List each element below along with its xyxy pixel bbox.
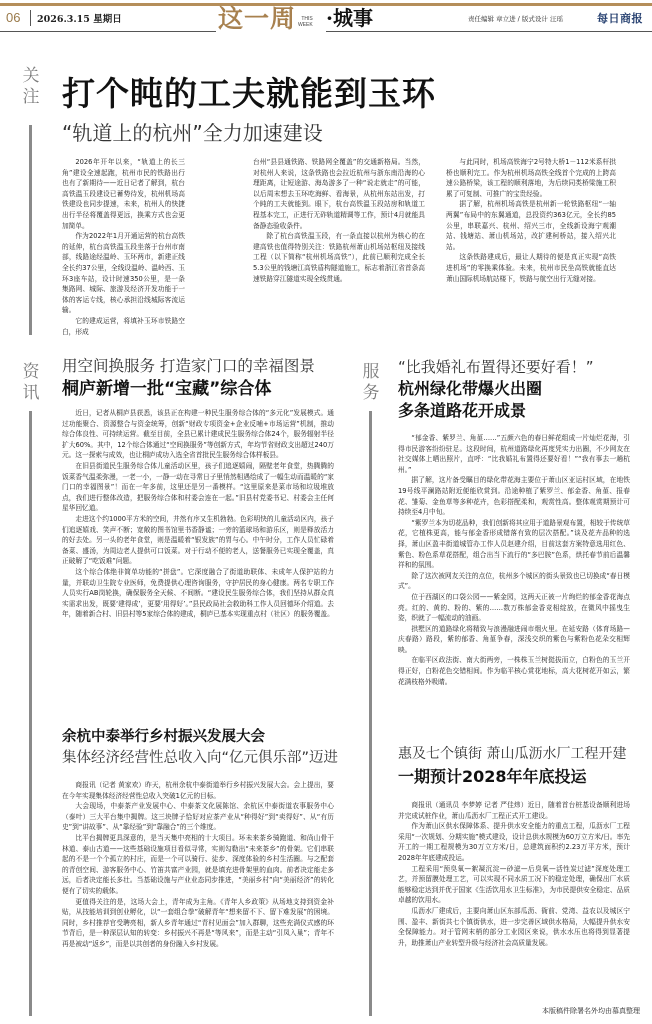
- focus-column-3: [446, 157, 616, 284]
- paragraph: 作为2022年1月开通运营的杭台高铁的延伸，杭台高铁温玉段坐落于台州市南部，线路途经温岭、玉环两市，新建正线全长约37公里，全线设温岭、温岭西、玉环3座车站，设计时速350公里，是一条集路网、城际、旅游及经济开发功能于一体的客运专线，核心承担沿线城际客流运输。: [62, 232, 185, 315]
- section-title-en-line2: WEEK: [298, 21, 313, 28]
- issue-date: 2026.3.15 星期日: [37, 14, 122, 25]
- paragraph: 除了这次被网友关注的点位，杭州多个城区的街头景致也已切换成“春日模式”。: [398, 571, 630, 591]
- paragraph: 商报讯（记者 黄家欢）昨天，杭州余杭中泰街道举行乡村振兴发展大会。会上提出，要在今年实现集体经济经营性总收入突破1亿元的目标。: [62, 781, 334, 800]
- paragraph: 走进这个约1000平方米的空间，井然有序又生机勃勃。色彩明快的儿童活动区内，孩子们追逐嬉戏、笑声不断；宽敞的图书馆里书香静谧；一旁的篮球场和游乐区，则是释放活力的好去处。另一头的老年食堂，则是温暖着“银发族”的胃与心。中午时分，工作人员忙碌着备菜、盛汤，为周边老人提供可口饭菜。对于行动不便的老人，送餐服务已实现全覆盖，真正破解了“吃饭难”问题。: [62, 514, 334, 566]
- paragraph: 据了解，杭州机场高铁是杭州新一轮铁路枢纽“一轴两翼”布局中的东翼通道，总投资约363亿元，全长约85公里，串联嘉兴、杭州、绍兴三市，全线新设海宁观潮站、钱塘站、萧山机场站，改扩建柯桥站，接入绍兴北站。: [446, 200, 616, 251]
- section-label-char: 讯: [22, 383, 40, 403]
- section-title-en: [298, 17, 313, 28]
- service-article-1-body: [398, 433, 630, 687]
- paragraph: 在旧县街道民生服务综合体儿童活动区里，孩子们追逐嬉闹，隔壁老年食堂，热腾腾的饭菜香气温柔弥漫，一老一小，一静一动在寻常日子里悄然相遇绘成了一幅生动而温暖的“家门口的幸福图景”！而在一年多前，这里还是另一番模样。“这里原来是菜市场和垃圾堆放点，我们进行整体改造，把服务综合体和村委会连在一起。”旧县村党委书记、村委会主任何星华回忆道。: [62, 461, 334, 513]
- section-label-char: 务: [362, 383, 380, 403]
- focus-subheadline: “轨道上的杭州”全力加速建设: [62, 121, 323, 145]
- paragraph: 2026年开年以来，“轨道上的长三角”建设全速起跑，杭州市民的铁路出行也有了新期待——近日记者了解到，杭台高铁温玉段建设已蓄势待发，杭州机场高铁建设也同步提速，未来，杭州人的快捷出行半径将覆盖得更远，换乘方式也会更加简单。: [62, 158, 185, 230]
- section-label-service: [361, 362, 381, 404]
- service-article-2-headline: 一期预计2028年年底投运: [398, 767, 587, 786]
- paragraph: 作为萧山区供水保障体系、提升供水安全能力的重点工程，瓜沥水厂工程采用“一次规划、分期实施”模式建设，设计总供水规模为60万立方米/日。率先开工的一期工程规模为30万立方米/日，总建筑面积约2.23万平方米，预计2028年年底建成投运。: [398, 822, 630, 862]
- service-article-1-headline-line1: 杭州绿化带爆火出圈: [398, 379, 543, 398]
- service-article-2-body: [398, 800, 630, 948]
- news-article-1-headline: 桐庐新增一批“宝藏”综合体: [62, 379, 272, 399]
- page-footer-credit: 本版稿件除署名外均由慕真整理: [542, 1007, 640, 1015]
- paragraph: 这条铁路建成后，最让人期待的便是真正实现“高铁进机场”的零换乘体验。未来，杭州市民坐高铁就能直达萧山国际机场航站楼下，铁路与航空出行无缝对接。: [446, 253, 616, 283]
- section-label-news: [21, 362, 41, 404]
- paragraph: 瓜沥水厂建成后，主要向萧山区东部瓜沥、衙前、党湾、益农以及城区宁围、盈丰、新街共七个镇街供水，进一步完善区域供水格局，大幅提升供水安全保障能力。对于管网末梢的部分工业园区来说，供水水压也将得到显著提升，助推萧山产业转型升级与经济社会高质量发展。: [398, 906, 630, 947]
- paragraph: 它的建成运营，将填补玉环市铁路空白，形成: [62, 316, 185, 336]
- editor-credits: 责任编辑 章立进 / 版式设计 汪瑶: [468, 15, 563, 23]
- paragraph: “紫罗兰本为切花品种，我们创新将其应用于道路景观布置，相较于传统草花，它植株更高，能与郁金香形成错落有致的层次搭配。”谈及花卉品种的选择，萧山区盈丰街道城管办工作人员赵建介绍，目前这套方案特意选用红色、紫色、粉色系草花搭配，组合出当下流行的“多巴胺”色系，烘托春节前后温馨祥和的氛围。: [398, 518, 630, 570]
- focus-column-2: [253, 157, 425, 284]
- section-label-focus: [21, 66, 41, 108]
- service-article-1-headline-line2: 多条道路花开成景: [398, 401, 527, 420]
- paragraph: 工程采用“预臭氧—絮凝沉淀—砂滤—后臭氧—活性炭过滤”深度处理工艺，并预留膜处理工艺，可以实现不同水质工况下的稳定处理，确保出厂水质能够稳定达到并优于国家《生活饮用水卫生标准》，为市民提供安全稳定、品质卓越的饮用水。: [398, 864, 630, 905]
- page-number: 06: [6, 10, 21, 25]
- news-article-2-headline: 余杭中泰举行乡村振兴发展大会: [62, 729, 265, 745]
- paragraph: 台州“县县通铁路、铁路网全覆盖”的交通新格局。当然，对杭州人来说，这条铁路也会拉近杭州与浙东南沿海的心理距离，让短途游、海岛游多了一种“说走就走”的可能，以后周末想去玉环吃海鲜、看海景，从杭州东站出发，打个盹的工夫就能到。眼下，杭台高铁温玉段站房和轨道工程基本完工，正进行无砟轨道精调等工作，预计4月就能具备静态验收条件。: [253, 158, 425, 230]
- paragraph: 更值得关注的是，这场大会上，青年成为主角。《青年人乡政策》从场地支持到资金补贴，从技能培训到创业孵化，以“一套组合拳”破解青年“想来留不下、留下难发展”的困境。同时，乡村推荐官受聘亮相，新人乡青年通过“青村见面会”加入群聊，这些充满仪式感的环节背后，是一种深层认知的转变：乡村振兴不再是“等风来”，而是主动“引凤入巢”；青年不再是被动“返乡”，而是以共创者的身份融入乡村发展。: [62, 897, 334, 948]
- section-bar-news: [29, 411, 32, 1016]
- paragraph: 在临平区政法街、南大街两旁，一株株玉兰树挺拔而立，白粉色的玉兰开得正好，白粉花色交错相间。作为临平核心赏花地标，高大花树花开如云，繁花满枝格外吸睛。: [398, 656, 630, 686]
- section-label-char: 服: [362, 362, 380, 382]
- paragraph: “郁金香、紫罗兰、角堇……”五颜六色的春日鲜花组成一片灿烂花海，引得市民游客纷纷驻足。这段时间，杭州道路绿化再度凭实力出圈，不少网友在社交媒体上晒出照片，直呼：“比我婚礼布置得还要好看！”“我有事去一趟杭州。”: [398, 434, 630, 474]
- section-bar-service: [369, 411, 372, 1016]
- paragraph: 拱墅区的道路绿化将精致与浪漫融进闹市烟火里。在延安路（体育场路—庆春路）路段，紫的郁香、角堇争春，深浅交织的紫色与紫粉色花朵交相辉映。: [398, 624, 630, 654]
- section-label-char: 关: [22, 66, 40, 86]
- paragraph: 大会现场，中泰茶产业发展中心、中泰茶文化展陈馆、余杭区中泰街道农事服务中心（泰叶）三大平台集中揭牌。这三块牌子恰好对应茶产业从“种得好”到“卖得好”、从“有历史”到“讲故事”、从“靠经验”到“靠融合”的三个维度。: [62, 802, 334, 832]
- paragraph: 据了解，这片备受瞩目的绿化带花海主要位于萧山区亚运村区域，在地铁19号线平澜路站附近便能欣赏到。沿途种植了紫罗兰、郁金香、角堇、报春花、雏菊、金鱼草等多种花卉，色彩搭配柔和，观赏性高。整体观赏期预计可持续至4月中旬。: [398, 476, 630, 517]
- section-title: 这一周: [218, 4, 297, 33]
- section-label-char: 注: [22, 87, 40, 107]
- news-article-2-body: [62, 780, 334, 950]
- news-article-2-subheadline: 集体经济经营性总收入向“亿元俱乐部”迈进: [62, 750, 339, 766]
- news-article-1-kicker: 用空间换服务 打造家门口的幸福图景: [62, 357, 315, 375]
- subsection-title: ·城事: [326, 6, 373, 30]
- section-title-en-line1: THIS: [301, 16, 313, 22]
- newspaper-masthead: 每日商报: [597, 12, 643, 25]
- focus-headline: 打个盹的工夫就能到玉环: [62, 74, 436, 113]
- section-bar-focus: [29, 125, 32, 335]
- paragraph: 商报讯（通讯员 李梦婷 记者 严佳炜）近日，随着首台桩基设备顺利进场并完成试桩作业，萧山瓜沥水厂工程正式开工建设。: [398, 801, 630, 820]
- news-article-1-body: [62, 408, 334, 620]
- header-rule-left: [0, 31, 216, 32]
- header-separator: [30, 10, 31, 26]
- service-article-1-kicker: “比我婚礼布置得还要好看！”: [398, 358, 594, 376]
- service-article-2-kicker: 惠及七个镇街 萧山瓜沥水厂工程开建: [398, 746, 627, 762]
- paragraph: 这个综合体绝非简单功能的“拼盘”。它深度融合了街道助联体、未成年人保护站的力量，并联动卫生院专业医师，免费提供心理咨询服务，守护居民的身心健康。两名专职工作人员实行AB岗轮换，确保服务全天候、不间断。“建设民生服务综合体，我们坚持从群众真实需求出发，既要‘建得成’，更要‘用得好’。”县民政局社会救助科工作人员回德环介绍道。去年，随着新合村、旧县村等5家综合体的建成，桐庐已基本实现重点村（社区）的服务覆盖。: [62, 567, 334, 619]
- paragraph: 与此同时，机场高铁海宁2号特大桥1－112米系杆拱桥也顺利完工。作为杭州机场高铁全线首个完成的上跨高速公路桥梁，该工程的顺利落地，为后续同类桥梁施工积累了可复制、可推广的宝贵经验。: [446, 158, 616, 198]
- header-rule-right: [326, 31, 652, 32]
- paragraph: 除了杭台高铁温玉段，有一条直接以杭州为核心的在建高铁也值得特别关注：铁路杭州萧山机场站枢纽及接线工程（以下简称“杭州机场高铁”），此前已顺利完成全长5.3公里的钱塘江高铁盾构隧道施工，标志着浙江省首条高速铁路穿江隧道实现全线贯通。: [253, 232, 425, 283]
- focus-column-1: [62, 157, 185, 337]
- paragraph: 比平台揭牌更具深意的，是当天集中亮相的十大项目。环未来茶乡骑跑道、和尚山骨干林道、泰山古道——这些基础设施项目看似寻常，实则勾勒出“未来茶乡”的骨架。它们串联起的不是一个个孤立的村庄，而是一个可以骑行、徒步、深度体验的乡村生活圈。与之配套的青创空间、游客服务中心、竹笛共富产业园，就是填充进骨架里的血肉。前者决定能走多远，后者决定能长多壮。当基础设施与产业业态同步推进，“美丽乡村”向“美丽经济”的转化便有了切实的载体。: [62, 833, 334, 895]
- section-label-char: 资: [22, 362, 40, 382]
- paragraph: 近日，记者从桐庐县获悉，该县正在构建一种民生服务综合体的“多元化”发展模式。通过功能聚合、资源整合与资金统筹，创新“财政专项资金+企业反哺+市场运营”机制，推动综合体良性、可持续运营。截至目前，全县已累计建成民生服务综合体24个，服务辐射半径扩大60%。其中，12个综合体通过“空间换服务”等创新方式，年均节省财政支出超过240万元。这一探索与成效，也让桐庐成功入选全省首批民生服务综合体样板县。: [62, 409, 334, 460]
- paragraph: 位于西湖区的口袋公园——紫金园，这两天正被一片绚烂的郁金香花海点亮。红的、黄的、粉的、紫的……数万株郁金香竞相绽放，在微风中摇曳生姿，织就了一幅流动的油画。: [398, 592, 630, 623]
